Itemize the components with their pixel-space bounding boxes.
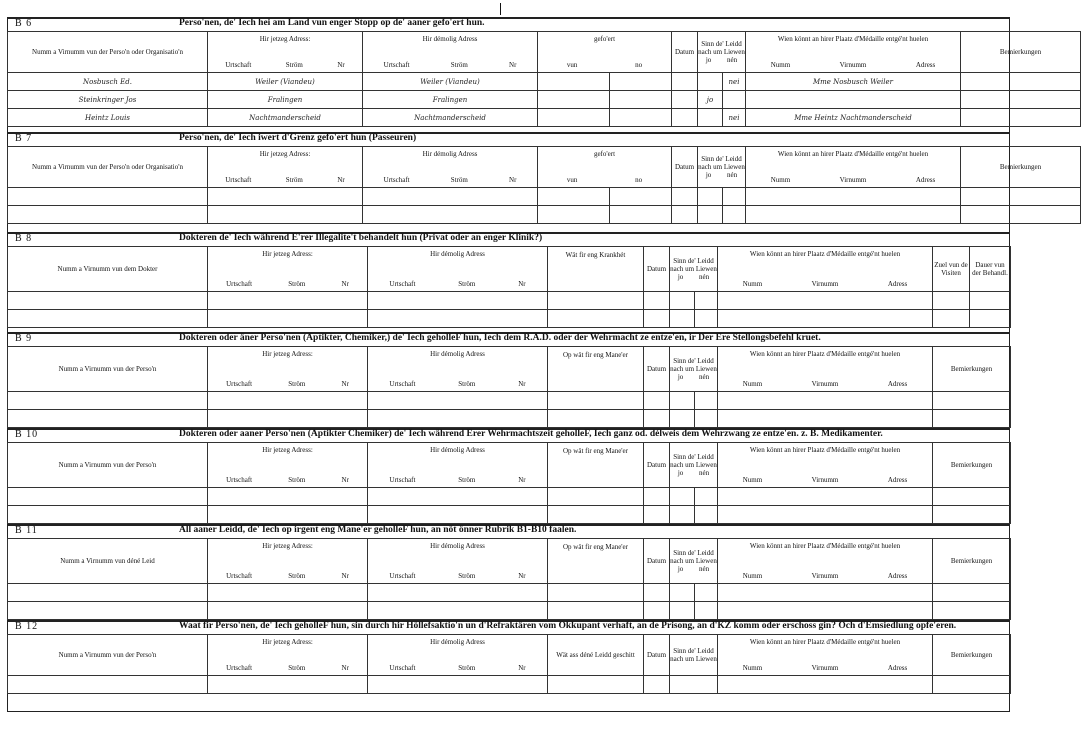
remarks-header: Bemierkungen xyxy=(961,32,1081,73)
current-address-header: Hir jetzeg Adress: Urtschaft Ström Nr xyxy=(208,347,368,392)
section-b8 xyxy=(7,232,1010,334)
date-header: Datum xyxy=(644,247,670,292)
entry-manner[interactable] xyxy=(548,392,644,410)
entry-former-address[interactable]: Nachtmanderscheid xyxy=(363,109,538,127)
entry-manner[interactable] xyxy=(548,602,644,620)
table-row xyxy=(8,188,1081,206)
section-title: Dokteren de' Iech während E'rer Illegalite't behandelt hun (Privat oder an enger Klinik?) xyxy=(179,233,543,243)
entry-from[interactable] xyxy=(538,109,610,127)
section-b6 xyxy=(7,17,1042,134)
alive-header: Sinn de' Leidd nach um Liewen jo nén xyxy=(698,147,746,188)
entry-yes[interactable] xyxy=(698,109,723,127)
entry-remarks[interactable] xyxy=(933,584,1011,602)
entry-current-address[interactable]: Fralingen xyxy=(208,91,363,109)
entry-alive[interactable] xyxy=(670,676,718,694)
name-column-header: Numm a Virnumm vun der Perso'n xyxy=(8,347,208,392)
medal-header: Wien könnt an hirer Plaatz d'Médaille entgé'nt huelen Numm Virnumm Adress xyxy=(746,32,961,73)
entry-name[interactable] xyxy=(8,488,208,506)
entry-alive[interactable]: jo xyxy=(698,91,723,109)
entry-from[interactable] xyxy=(538,91,610,109)
entry-date[interactable] xyxy=(644,392,670,410)
entry-medal-recipient[interactable] xyxy=(718,392,933,410)
current-address-header: Hir jetzeg Adress: Urtschaft Ström Nr xyxy=(208,32,363,73)
entry-to[interactable] xyxy=(610,188,672,206)
entry-name[interactable] xyxy=(8,392,208,410)
entry-duration[interactable] xyxy=(970,292,1011,310)
entry-former-address[interactable] xyxy=(368,602,548,620)
entry-yes[interactable] xyxy=(670,392,695,410)
manner-header: Op wät fir eng Mane'er xyxy=(548,347,644,392)
section-code: B 8 xyxy=(15,233,33,244)
former-address-header: Hir démolig Adress Urtschaft Ström Nr xyxy=(368,443,548,488)
entry-former-address[interactable] xyxy=(368,310,548,328)
table-row xyxy=(8,584,1011,602)
alive-header: Sinn de' Leidd nach um Liewen jo nén xyxy=(670,539,718,584)
medal-header: Wien könnt an hirer Plaatz d'Médaille entgé'nt huelen Numm Virnumm Adress xyxy=(746,147,961,188)
alive-header: Sinn de' Leidd nach um Liewen jo nén xyxy=(698,32,746,73)
entry-name[interactable]: Nosbusch Ed. xyxy=(8,73,208,91)
section-b11 xyxy=(7,524,1010,622)
section-title: All aaner Leidd, de' Iech op irgent eng Mane'er geholleF hun, an nöt önner Rubrik B1-B10 faalen. xyxy=(179,525,577,535)
entry-alive[interactable]: nei xyxy=(723,73,746,91)
entry-former-address[interactable] xyxy=(368,506,548,524)
entry-remarks[interactable] xyxy=(961,109,1081,127)
entry-manner[interactable] xyxy=(548,488,644,506)
section-code: B 10 xyxy=(15,429,39,440)
entry-remarks[interactable] xyxy=(961,188,1081,206)
section-title: Perso'nen, de' Iech iwert d'Grenz gefo'ert hun (Passeuren) xyxy=(179,133,417,143)
former-address-header: Hir démolig Adress Urtschaft Ström Nr xyxy=(368,247,548,292)
table-row xyxy=(8,109,1081,127)
entry-current-address[interactable]: Nachtmanderscheid xyxy=(208,109,363,127)
name-column-header: Numm a Virnumm vun dem Dokter xyxy=(8,247,208,292)
entry-former-address[interactable]: Weiler (Viandeu) xyxy=(363,73,538,91)
entry-medal-recipient[interactable] xyxy=(718,676,933,694)
section-title: Waat fir Perso'nen, de' Iech geholleF hun, sin durch hir Höllefsaktio'n un d'Refraktären vom Okkupant verhaft, an de Prisong, an d'KZ komm oder erschoss gin? Och d'Emsiedlung opfe'eren. xyxy=(179,621,957,631)
entry-no[interactable] xyxy=(695,488,718,506)
entry-date[interactable] xyxy=(644,584,670,602)
section-code: B 6 xyxy=(15,18,33,29)
illness-header: Wät fir eng Krankhét xyxy=(548,247,644,292)
entry-to[interactable] xyxy=(610,73,672,91)
section-header xyxy=(7,134,1010,146)
section-table xyxy=(7,346,1011,428)
remarks-header: Bemierkungen xyxy=(933,539,1011,584)
entry-current-address[interactable] xyxy=(208,188,363,206)
medal-header: Wien könnt an hirer Plaatz d'Médaille entgé'nt huelen Numm Virnumm Adress xyxy=(718,539,933,584)
duration-header: Dauer vun der Behandl. xyxy=(970,247,1011,292)
remarks-header: Bemierkungen xyxy=(933,443,1011,488)
entry-medal-recipient[interactable] xyxy=(718,292,933,310)
entry-medal-recipient[interactable] xyxy=(746,188,961,206)
former-address-header: Hir démolig Adress Urtschaft Ström Nr xyxy=(368,635,548,676)
entry-former-address[interactable] xyxy=(363,206,538,224)
section-header xyxy=(7,19,1010,31)
alive-header: Sinn de' Leidd nach um Liewen xyxy=(670,635,718,676)
entry-alive[interactable]: nei xyxy=(723,109,746,127)
entry-from[interactable] xyxy=(538,206,610,224)
table-row xyxy=(8,310,1011,328)
date-header: Datum xyxy=(644,539,670,584)
entry-former-address[interactable] xyxy=(368,488,548,506)
visits-header: Zuel vun de Visiten xyxy=(933,247,970,292)
current-address-header: Hir jetzeg Adress: Urtschaft Ström Nr xyxy=(208,539,368,584)
entry-name[interactable] xyxy=(8,602,208,620)
entry-name[interactable] xyxy=(8,292,208,310)
table-row xyxy=(8,488,1011,506)
entry-current-address[interactable] xyxy=(208,506,368,524)
entry-medal-recipient[interactable]: Mme Nosbusch Weiler xyxy=(746,73,961,91)
section-table xyxy=(7,634,1011,694)
entry-yes[interactable] xyxy=(670,310,695,328)
entry-name[interactable] xyxy=(8,584,208,602)
entry-visits[interactable] xyxy=(933,310,970,328)
transported-header: gefo'ert vun no xyxy=(538,147,672,188)
entry-from[interactable] xyxy=(538,73,610,91)
entry-visits[interactable] xyxy=(933,292,970,310)
entry-no[interactable] xyxy=(723,206,746,224)
entry-name[interactable] xyxy=(8,310,208,328)
entry-medal-recipient[interactable] xyxy=(718,410,933,428)
section-b7 xyxy=(7,132,1042,234)
entry-no[interactable] xyxy=(695,392,718,410)
section-title: Dokteren oder äner Perso'nen (Aptikter, Chemiker,) de' Iech geholleF hun, Iech dem R.A.D. oder der Wehrmacht ze entze'en, ir Der Ere Stellongsbefehl kruet. xyxy=(179,333,821,343)
entry-illness[interactable] xyxy=(548,292,644,310)
entry-name[interactable] xyxy=(8,206,208,224)
entry-medal-recipient[interactable] xyxy=(718,602,933,620)
name-column-header: Numm a Virnumm vun der Perso'n xyxy=(8,635,208,676)
table-row xyxy=(8,392,1011,410)
entry-date[interactable] xyxy=(644,410,670,428)
entry-no[interactable] xyxy=(695,410,718,428)
section-table xyxy=(7,442,1011,524)
entry-no[interactable] xyxy=(695,602,718,620)
entry-name[interactable] xyxy=(8,188,208,206)
entry-current-address[interactable]: Weiler (Viandeu) xyxy=(208,73,363,91)
entry-date[interactable] xyxy=(644,602,670,620)
entry-date[interactable] xyxy=(672,73,698,91)
entry-current-address[interactable] xyxy=(208,292,368,310)
table-row xyxy=(8,91,1081,109)
entry-yes[interactable] xyxy=(670,410,695,428)
table-row xyxy=(8,73,1081,91)
former-address-header: Hir démolig Adress Urtschaft Ström Nr xyxy=(368,347,548,392)
entry-yes[interactable] xyxy=(670,488,695,506)
top-registration-mark xyxy=(500,3,501,15)
section-code: B 11 xyxy=(15,525,38,536)
transported-header: gefo'ert vun no xyxy=(538,32,672,73)
alive-header: Sinn de' Leidd nach um Liewen jo nén xyxy=(670,443,718,488)
section-header xyxy=(7,622,1010,634)
section-code: B 7 xyxy=(15,133,33,144)
medal-header: Wien könnt an hirer Plaatz d'Médaille entgé'nt huelen Numm Virnumm Adress xyxy=(718,347,933,392)
date-header: Datum xyxy=(672,32,698,73)
current-address-header: Hir jetzeg Adress: Urtschaft Ström Nr xyxy=(208,247,368,292)
entry-date[interactable] xyxy=(644,506,670,524)
table-row xyxy=(8,206,1081,224)
entry-remarks[interactable] xyxy=(933,410,1011,428)
entry-date[interactable] xyxy=(672,109,698,127)
entry-no[interactable] xyxy=(695,310,718,328)
section-header xyxy=(7,234,1010,246)
former-address-header: Hir démolig Adress Urtschaft Ström Nr xyxy=(363,147,538,188)
entry-remarks[interactable] xyxy=(933,392,1011,410)
entry-date[interactable] xyxy=(644,310,670,328)
section-title: Perso'nen, de' Iech hei am Land vun enger Stopp op de' aaner gefo'ert hun. xyxy=(179,18,485,28)
entry-yes[interactable] xyxy=(670,506,695,524)
entry-to[interactable] xyxy=(610,109,672,127)
section-table xyxy=(7,146,1081,224)
entry-remarks[interactable] xyxy=(961,73,1081,91)
alive-header: Sinn de' Leidd nach um Liewen jo nén xyxy=(670,347,718,392)
entry-remarks[interactable] xyxy=(961,206,1081,224)
date-header: Datum xyxy=(644,347,670,392)
entry-yes[interactable] xyxy=(670,292,695,310)
entry-former-address[interactable] xyxy=(368,392,548,410)
entry-medal-recipient[interactable] xyxy=(718,506,933,524)
entry-yes[interactable] xyxy=(698,188,723,206)
current-address-header: Hir jetzeg Adress: Urtschaft Ström Nr xyxy=(208,147,363,188)
name-column-header: Numm a Virnumm vun der Perso'n oder Organisatio'n xyxy=(8,32,208,73)
date-header: Datum xyxy=(644,635,670,676)
entry-yes[interactable] xyxy=(698,73,723,91)
entry-medal-recipient[interactable] xyxy=(718,584,933,602)
entry-former-address[interactable] xyxy=(368,410,548,428)
section-header xyxy=(7,334,1010,346)
entry-manner[interactable] xyxy=(548,506,644,524)
entry-date[interactable] xyxy=(672,91,698,109)
entry-remarks[interactable] xyxy=(961,91,1081,109)
entry-former-address[interactable]: Fralingen xyxy=(363,91,538,109)
section-table xyxy=(7,538,1011,620)
entry-medal-recipient[interactable] xyxy=(746,91,961,109)
entry-illness[interactable] xyxy=(548,310,644,328)
entry-remarks[interactable] xyxy=(933,488,1011,506)
section-code: B 12 xyxy=(15,621,39,632)
entry-medal-recipient[interactable] xyxy=(718,310,933,328)
section-header xyxy=(7,526,1010,538)
entry-current-address[interactable] xyxy=(208,602,368,620)
former-address-header: Hir démolig Adress Urtschaft Ström Nr xyxy=(363,32,538,73)
entry-name[interactable]: Steinkringer Jos xyxy=(8,91,208,109)
entry-remarks[interactable] xyxy=(933,602,1011,620)
entry-yes[interactable] xyxy=(670,584,695,602)
what-happened-header: Wät ass déné Leidd geschitt xyxy=(548,635,644,676)
name-column-header: Numm a Virnumm vun der Perso'n oder Organisatio'n xyxy=(8,147,208,188)
manner-header: Op wät fir eng Mane'er xyxy=(548,539,644,584)
entry-former-address[interactable] xyxy=(363,188,538,206)
name-column-header: Numm a Virnumm vun déné Leid xyxy=(8,539,208,584)
name-column-header: Numm a Virnumm vun der Perso'n xyxy=(8,443,208,488)
entry-current-address[interactable] xyxy=(208,676,368,694)
remarks-header: Bemierkungen xyxy=(933,347,1011,392)
table-row xyxy=(8,602,1011,620)
entry-date[interactable] xyxy=(644,488,670,506)
entry-no[interactable] xyxy=(695,584,718,602)
former-address-header: Hir démolig Adress Urtschaft Ström Nr xyxy=(368,539,548,584)
entry-current-address[interactable] xyxy=(208,206,363,224)
date-header: Datum xyxy=(672,147,698,188)
entry-what-happened[interactable] xyxy=(548,676,644,694)
entry-medal-recipient[interactable]: Mme Heintz Nachtmanderscheid xyxy=(746,109,961,127)
medal-header: Wien könnt an hirer Plaatz d'Médaille entgé'nt huelen Numm Virnumm Adress xyxy=(718,443,933,488)
entry-duration[interactable] xyxy=(970,310,1011,328)
entry-yes[interactable] xyxy=(698,206,723,224)
section-header xyxy=(7,430,1010,442)
table-row xyxy=(8,410,1011,428)
entry-current-address[interactable] xyxy=(208,488,368,506)
entry-current-address[interactable] xyxy=(208,410,368,428)
entry-manner[interactable] xyxy=(548,584,644,602)
section-b12 xyxy=(7,620,1010,712)
entry-from[interactable] xyxy=(538,188,610,206)
entry-to[interactable] xyxy=(610,91,672,109)
entry-no[interactable] xyxy=(723,91,746,109)
entry-manner[interactable] xyxy=(548,410,644,428)
form-page xyxy=(7,17,1042,712)
remarks-header: Bemierkungen xyxy=(933,635,1011,676)
entry-medal-recipient[interactable] xyxy=(718,488,933,506)
entry-remarks[interactable] xyxy=(933,506,1011,524)
entry-former-address[interactable] xyxy=(368,676,548,694)
section-table xyxy=(7,246,1011,328)
table-row xyxy=(8,506,1011,524)
entry-no[interactable] xyxy=(695,506,718,524)
entry-name[interactable] xyxy=(8,676,208,694)
medal-header: Wien könnt an hirer Plaatz d'Médaille entgé'nt huelen Numm Virnumm Adress xyxy=(718,247,933,292)
table-row xyxy=(8,292,1011,310)
entry-date[interactable] xyxy=(672,206,698,224)
section-table xyxy=(7,31,1081,127)
current-address-header: Hir jetzeg Adress: Urtschaft Ström Nr xyxy=(208,635,368,676)
entry-current-address[interactable] xyxy=(208,310,368,328)
section-code: B 9 xyxy=(15,333,33,344)
entry-no[interactable] xyxy=(723,188,746,206)
section-b10 xyxy=(7,428,1010,526)
current-address-header: Hir jetzeg Adress: Urtschaft Ström Nr xyxy=(208,443,368,488)
date-header: Datum xyxy=(644,443,670,488)
remarks-header: Bemierkungen xyxy=(961,147,1081,188)
entry-yes[interactable] xyxy=(670,602,695,620)
entry-name[interactable] xyxy=(8,506,208,524)
section-b9 xyxy=(7,332,1010,430)
entry-medal-recipient[interactable] xyxy=(746,206,961,224)
entry-former-address[interactable] xyxy=(368,584,548,602)
entry-date[interactable] xyxy=(672,188,698,206)
entry-to[interactable] xyxy=(610,206,672,224)
medal-header: Wien könnt an hirer Plaatz d'Médaille entgé'nt huelen Numm Virnumm Adress xyxy=(718,635,933,676)
table-row xyxy=(8,676,1011,694)
entry-name[interactable] xyxy=(8,410,208,428)
entry-name[interactable]: Heintz Louis xyxy=(8,109,208,127)
entry-former-address[interactable] xyxy=(368,292,548,310)
entry-remarks[interactable] xyxy=(933,676,1011,694)
entry-date[interactable] xyxy=(644,292,670,310)
section-title: Dokteren oder aaner Perso'nen (Aptikter Chemiker) de' Iech während Erer Wehrmachtszeit geholleF, Iech ganz od. délweis dem Wehrzwang ze entze'en. z. B. Medikamenter. xyxy=(179,429,883,439)
entry-current-address[interactable] xyxy=(208,392,368,410)
entry-no[interactable] xyxy=(695,292,718,310)
entry-date[interactable] xyxy=(644,676,670,694)
manner-header: Op wät fir eng Mane'er xyxy=(548,443,644,488)
alive-header: Sinn de' Leidd nach um Liewen jo nén xyxy=(670,247,718,292)
entry-current-address[interactable] xyxy=(208,584,368,602)
